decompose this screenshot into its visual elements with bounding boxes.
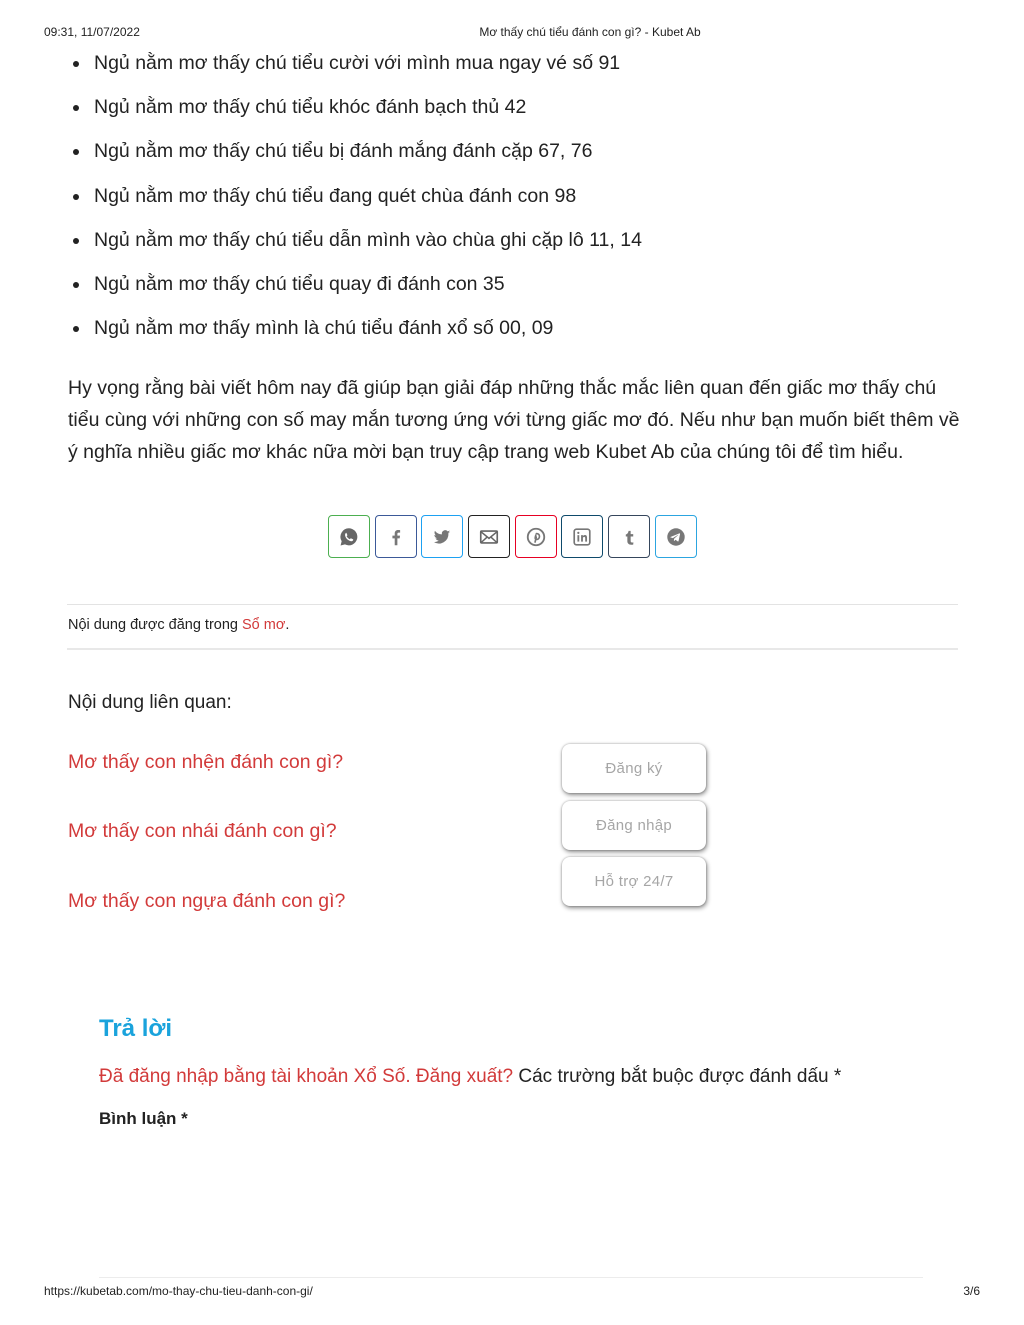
divider	[67, 604, 958, 605]
list-item: Ngủ nằm mơ thấy chú tiểu cười với mình mua ngay vé số 91	[68, 50, 948, 94]
share-linkedin-button[interactable]	[561, 515, 603, 558]
linkedin-icon	[571, 526, 593, 548]
support-button[interactable]: Hỗ trợ 24/7	[562, 857, 706, 906]
conclusion-paragraph: Hy vọng rằng bài viết hôm nay đã giúp bạn giải đáp những thắc mắc liên quan đến giấc mơ thấy chú tiểu cùng với những con số may mắn tương ứng với từng giấc mơ đó. Nếu như bạn muốn biết thêm về ý nghĩa nhiều giấc mơ khác nữa mời bạn truy cập trang web Kubet Ab của chúng tôi để tìm hiểu.	[68, 377, 960, 463]
list-item: Ngủ nằm mơ thấy chú tiểu dẫn mình vào chùa ghi cặp lô 11, 14	[68, 227, 948, 271]
print-datetime: 09:31, 11/07/2022	[44, 25, 140, 39]
share-pinterest-button[interactable]	[515, 515, 557, 558]
related-link[interactable]: Mơ thấy con nhện đánh con gì?	[68, 751, 344, 773]
posted-in-prefix: Nội dung được đăng trong	[68, 617, 242, 633]
posted-in-line	[68, 617, 289, 633]
login-button[interactable]: Đăng nhập	[562, 801, 706, 850]
divider	[67, 648, 958, 650]
pinterest-icon	[525, 526, 547, 548]
list-item: Ngủ nằm mơ thấy chú tiểu khóc đánh bạch thủ 42	[68, 94, 948, 138]
list-item: Ngủ nằm mơ thấy chú tiểu bị đánh mắng đánh cặp 67, 76	[68, 138, 948, 182]
whatsapp-icon	[338, 526, 360, 548]
twitter-icon	[431, 526, 453, 548]
logged-in-notice	[99, 1066, 841, 1088]
account-link[interactable]: Đã đăng nhập bằng tài khoản Xổ Số.	[99, 1066, 411, 1087]
share-buttons	[328, 515, 702, 558]
dream-number-list	[68, 50, 948, 359]
share-email-button[interactable]	[468, 515, 510, 558]
list-item: Ngủ nằm mơ thấy chú tiểu quay đi đánh con 35	[68, 271, 948, 315]
share-telegram-button[interactable]	[655, 515, 697, 558]
logout-link[interactable]: Đăng xuất?	[415, 1066, 514, 1087]
print-header	[0, 25, 1024, 41]
related-heading: Nội dung liên quan:	[68, 692, 232, 713]
share-twitter-button[interactable]	[421, 515, 463, 558]
email-icon	[478, 526, 500, 548]
page-number: 3/6	[963, 1284, 980, 1298]
divider	[99, 1277, 923, 1278]
required-fields-note: Các trường bắt buộc được đánh dấu *	[518, 1066, 842, 1087]
page-url: https://kubetab.com/mo-thay-chu-tieu-danh-con-gi/	[44, 1284, 313, 1298]
facebook-icon	[385, 526, 407, 548]
tumblr-icon	[618, 526, 640, 548]
category-link[interactable]: Sổ mơ	[242, 617, 286, 633]
share-tumblr-button[interactable]	[608, 515, 650, 558]
comment-label: Bình luận *	[99, 1109, 188, 1128]
share-whatsapp-button[interactable]	[328, 515, 370, 558]
posted-in-suffix: .	[285, 617, 290, 633]
telegram-icon	[665, 526, 687, 548]
related-link[interactable]: Mơ thấy con nhái đánh con gì?	[68, 820, 337, 842]
print-page-title: Mơ thấy chú tiểu đánh con gì? - Kubet Ab	[479, 25, 701, 39]
list-item: Ngủ nằm mơ thấy mình là chú tiểu đánh xổ số 00, 09	[68, 315, 948, 359]
related-link[interactable]: Mơ thấy con ngựa đánh con gì?	[68, 890, 346, 912]
register-button[interactable]: Đăng ký	[562, 744, 706, 793]
share-facebook-button[interactable]	[375, 515, 417, 558]
reply-heading: Trả lời	[99, 1015, 173, 1042]
list-item: Ngủ nằm mơ thấy chú tiểu đang quét chùa đánh con 98	[68, 183, 948, 227]
